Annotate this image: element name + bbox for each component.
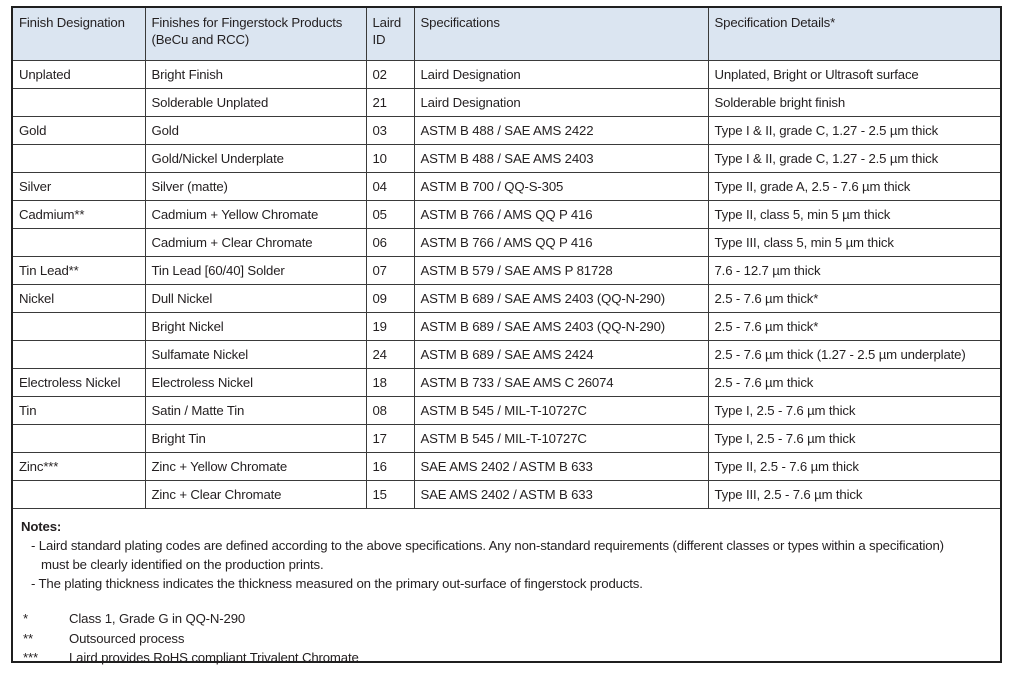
cell-specification: ASTM B 488 / SAE AMS 2422 (414, 117, 708, 145)
footnote-legend (21, 609, 992, 668)
footnote-text: Outsourced process (69, 630, 185, 646)
table-row (13, 145, 1000, 173)
cell-finish-designation: Silver (13, 173, 145, 201)
column-header-laird-id (366, 8, 414, 61)
cell-specification: ASTM B 545 / MIL-T-10727C (414, 425, 708, 453)
cell-finish-designation (13, 481, 145, 509)
table-row (13, 425, 1000, 453)
cell-finish-designation (13, 89, 145, 117)
column-header-finishes-line-1: Finishes for Fingerstock Products (151, 15, 343, 30)
plating-spec-table (13, 8, 1000, 509)
cell-laird-id: 02 (366, 61, 414, 89)
cell-laird-id: 05 (366, 201, 414, 229)
column-header-specification-details: Specification Details* (708, 8, 1000, 61)
cell-finish-designation: Zinc*** (13, 453, 145, 481)
cell-finish-designation (13, 425, 145, 453)
cell-specification: ASTM B 545 / MIL-T-10727C (414, 397, 708, 425)
plating-spec-sheet (11, 6, 1002, 663)
cell-finish-designation (13, 145, 145, 173)
cell-finish-name: Zinc + Yellow Chromate (145, 453, 366, 481)
footnote-text: Class 1, Grade G in QQ-N-290 (69, 611, 246, 626)
cell-specification: ASTM B 488 / SAE AMS 2403 (414, 145, 708, 173)
cell-laird-id: 18 (366, 369, 414, 397)
cell-specification-details: Type III, class 5, min 5 µm thick (708, 229, 1000, 257)
footnote-mark: ** (23, 630, 33, 646)
cell-specification-details: Type II, grade A, 2.5 - 7.6 µm thick (708, 173, 1000, 201)
cell-laird-id: 16 (366, 453, 414, 481)
cell-laird-id: 17 (366, 425, 414, 453)
cell-finish-designation: Tin (13, 397, 145, 425)
cell-laird-id: 24 (366, 341, 414, 369)
cell-specification: Laird Designation (414, 89, 708, 117)
cell-finish-name: Dull Nickel (145, 285, 366, 313)
cell-finish-name: Bright Tin (145, 425, 366, 453)
cell-laird-id: 19 (366, 313, 414, 341)
table-row (13, 61, 1000, 89)
table-row (13, 229, 1000, 257)
cell-specification: ASTM B 700 / QQ-S-305 (414, 173, 708, 201)
cell-specification: ASTM B 579 / SAE AMS P 81728 (414, 257, 708, 285)
table-row (13, 313, 1000, 341)
cell-finish-name: Satin / Matte Tin (145, 397, 366, 425)
cell-finish-name: Gold/Nickel Underplate (145, 145, 366, 173)
cell-specification-details: 2.5 - 7.6 µm thick* (708, 285, 1000, 313)
note-line-3: - The plating thickness indicates the thickness measured on the primary out-surface of fingerstock products. (31, 576, 643, 591)
cell-specification-details: 2.5 - 7.6 µm thick (1.27 - 2.5 µm underplate) (708, 341, 1000, 369)
cell-finish-designation: Nickel (13, 285, 145, 313)
notes-title: Notes: (21, 519, 62, 534)
cell-specification-details: 2.5 - 7.6 µm thick* (708, 313, 1000, 341)
table-row (13, 117, 1000, 145)
footnote-mark: * (23, 611, 28, 626)
cell-finish-designation (13, 313, 145, 341)
column-header-specifications: Specifications (414, 8, 708, 61)
notes-section (13, 509, 1000, 668)
cell-laird-id: 09 (366, 285, 414, 313)
table-row (13, 369, 1000, 397)
note-line-1: - Laird standard plating codes are defined according to the above specifications. Any non-standard requirements (different classes or types within a specification) (31, 538, 944, 553)
cell-specification: SAE AMS 2402 / ASTM B 633 (414, 453, 708, 481)
cell-specification: ASTM B 689 / SAE AMS 2424 (414, 341, 708, 369)
cell-laird-id: 15 (366, 481, 414, 509)
table-row (13, 453, 1000, 481)
table-row (13, 201, 1000, 229)
cell-specification-details: Unplated, Bright or Ultrasoft surface (708, 61, 1000, 89)
table-row (13, 285, 1000, 313)
cell-finish-designation: Gold (13, 117, 145, 145)
cell-specification: SAE AMS 2402 / ASTM B 633 (414, 481, 708, 509)
cell-specification-details: Type I, 2.5 - 7.6 µm thick (708, 397, 1000, 425)
cell-laird-id: 21 (366, 89, 414, 117)
cell-finish-name: Silver (matte) (145, 173, 366, 201)
cell-finish-name: Bright Finish (145, 61, 366, 89)
cell-finish-designation: Cadmium** (13, 201, 145, 229)
footnote-text: Laird provides RoHS compliant Trivalent Chromate (69, 650, 359, 665)
cell-specification-details: Solderable bright finish (708, 89, 1000, 117)
cell-laird-id: 07 (366, 257, 414, 285)
table-header-row (13, 8, 1000, 61)
cell-specification-details: 2.5 - 7.6 µm thick (708, 369, 1000, 397)
table-row (13, 173, 1000, 201)
cell-specification: Laird Designation (414, 61, 708, 89)
cell-finish-designation: Tin Lead** (13, 257, 145, 285)
column-header-laird-id-line-2: ID (372, 32, 386, 47)
cell-laird-id: 06 (366, 229, 414, 257)
cell-specification: ASTM B 733 / SAE AMS C 26074 (414, 369, 708, 397)
cell-finish-name: Bright Nickel (145, 313, 366, 341)
cell-specification-details: Type II, 2.5 - 7.6 µm thick (708, 453, 1000, 481)
cell-laird-id: 04 (366, 173, 414, 201)
column-header-laird-id-line-1: Laird (372, 15, 402, 30)
note-line-2: must be clearly identified on the production prints. (41, 557, 324, 572)
table-row (13, 397, 1000, 425)
table-row (13, 481, 1000, 509)
cell-specification-details: 7.6 - 12.7 µm thick (708, 257, 1000, 285)
cell-specification-details: Type III, 2.5 - 7.6 µm thick (708, 481, 1000, 509)
footnote-row (21, 629, 992, 649)
table-row (13, 89, 1000, 117)
cell-laird-id: 08 (366, 397, 414, 425)
cell-laird-id: 10 (366, 145, 414, 173)
table-body (13, 61, 1000, 509)
cell-finish-name: Cadmium + Clear Chromate (145, 229, 366, 257)
cell-specification: ASTM B 689 / SAE AMS 2403 (QQ-N-290) (414, 313, 708, 341)
cell-specification: ASTM B 766 / AMS QQ P 416 (414, 201, 708, 229)
cell-finish-designation: Electroless Nickel (13, 369, 145, 397)
column-header-finish-designation: Finish Designation (13, 8, 145, 61)
cell-specification-details: Type II, class 5, min 5 µm thick (708, 201, 1000, 229)
cell-laird-id: 03 (366, 117, 414, 145)
cell-finish-designation: Unplated (13, 61, 145, 89)
footnote-row (21, 609, 992, 629)
cell-finish-name: Tin Lead [60/40] Solder (145, 257, 366, 285)
cell-finish-designation (13, 229, 145, 257)
cell-finish-designation (13, 341, 145, 369)
cell-finish-name: Zinc + Clear Chromate (145, 481, 366, 509)
table-row (13, 341, 1000, 369)
cell-specification: ASTM B 766 / AMS QQ P 416 (414, 229, 708, 257)
cell-finish-name: Electroless Nickel (145, 369, 366, 397)
cell-specification: ASTM B 689 / SAE AMS 2403 (QQ-N-290) (414, 285, 708, 313)
footnote-mark: *** (23, 650, 38, 665)
cell-finish-name: Sulfamate Nickel (145, 341, 366, 369)
table-row (13, 257, 1000, 285)
cell-specification-details: Type I, 2.5 - 7.6 µm thick (708, 425, 1000, 453)
column-header-finishes (145, 8, 366, 61)
cell-specification-details: Type I & II, grade C, 1.27 - 2.5 µm thick (708, 145, 1000, 173)
cell-finish-name: Cadmium + Yellow Chromate (145, 201, 366, 229)
cell-specification-details: Type I & II, grade C, 1.27 - 2.5 µm thick (708, 117, 1000, 145)
column-header-finishes-line-2: (BeCu and RCC) (151, 32, 250, 47)
cell-finish-name: Gold (145, 117, 366, 145)
cell-finish-name: Solderable Unplated (145, 89, 366, 117)
footnote-row (21, 648, 992, 668)
